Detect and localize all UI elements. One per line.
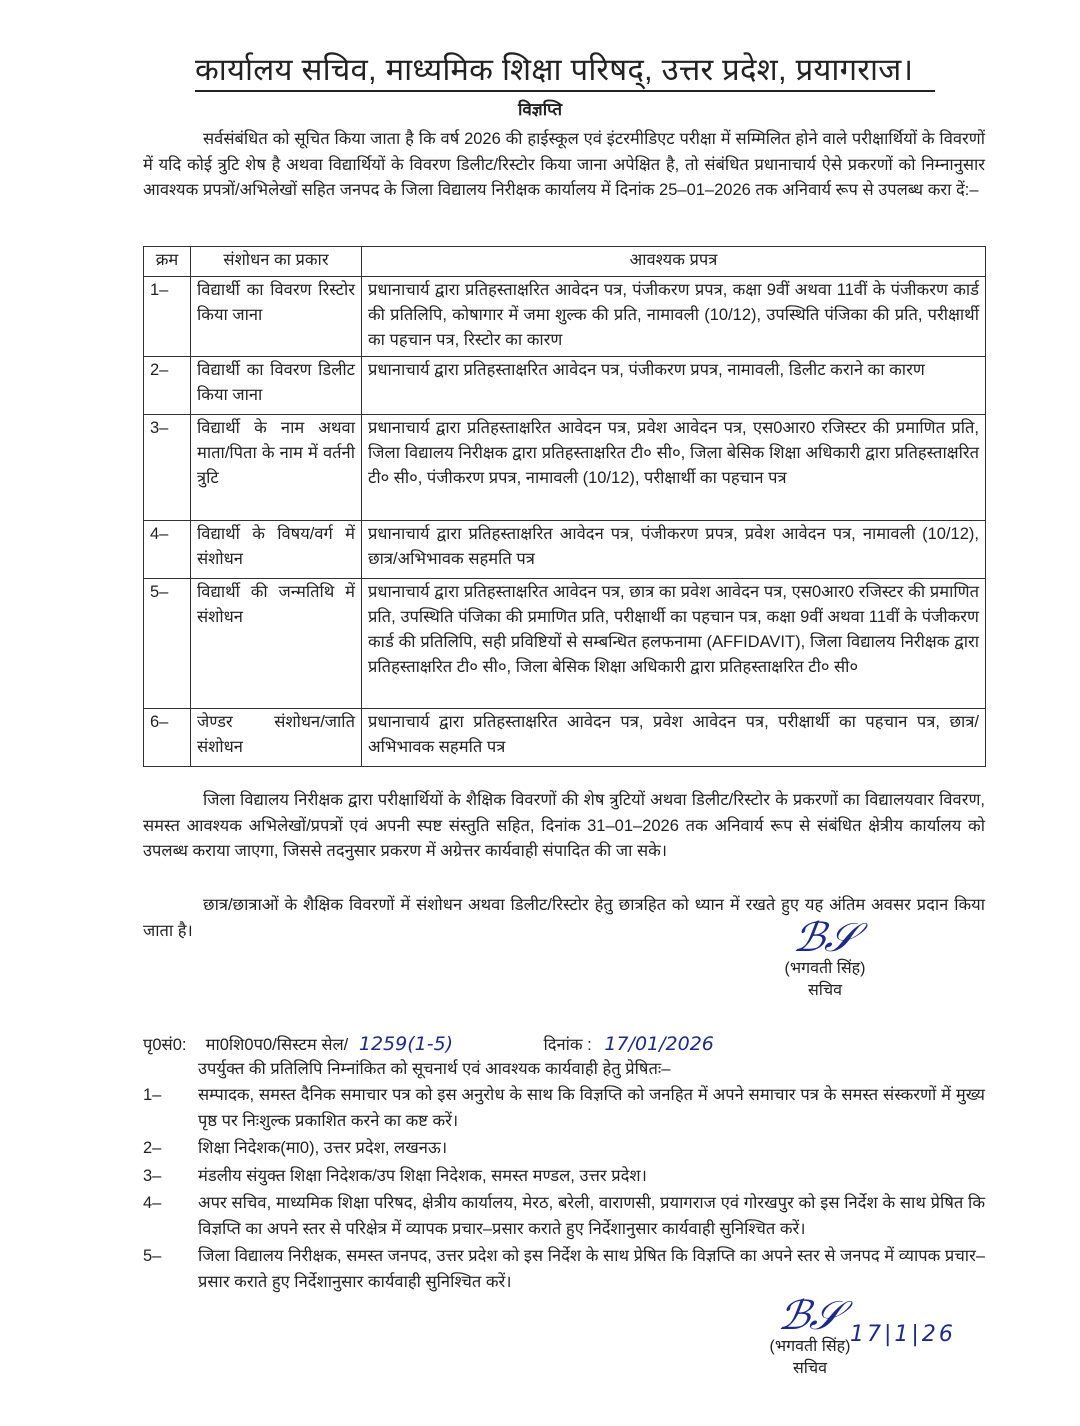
- correction-table: [143, 246, 986, 767]
- recipient-number: 4–: [143, 1194, 162, 1212]
- recipient-number: 2–: [143, 1139, 162, 1157]
- table-header-row: [144, 247, 986, 277]
- reference-line: [143, 1032, 714, 1055]
- signatory-name: (भगवती सिंह): [784, 960, 866, 977]
- row-required-documents: प्रधानाचार्य द्वारा प्रतिहस्ताक्षरित आवेदन पत्र, पंजीकरण प्रपत्र, प्रवेश आवेदन पत्र, नामावली (10/12), छात्र/अभिभावक सहमति पत्र: [362, 521, 986, 579]
- row-correction-type: विद्यार्थी के नाम अथवा माता/पिता के नाम में वर्तनी त्रुटि: [191, 415, 362, 521]
- signature-mark: ℬ𝒮: [790, 915, 860, 961]
- recipient-text: जिला विद्यालय निरीक्षक, समस्त जनपद, उत्तर प्रदेश को इस निर्देश के साथ प्रेषित कि विज्ञप्ति का अपने स्तर से जनपद में व्यापक प्रचार–प्रसार कराते हुए निर्देशानुसार कार्यवाही सुनिश्चित करें।: [198, 1247, 985, 1291]
- recipient-text: सम्पादक, समस्त दैनिक समाचार पत्र को इस अनुरोध के साथ कि विज्ञप्ति को जनहित में अपने समाचार पत्र के समस्त संस्करणों में मुख्य पृष्ठ पर निःशुल्क प्रकाशित करने का कष्ट करें।: [198, 1086, 985, 1130]
- row-correction-type: विद्यार्थी का विवरण डिलीट किया जाना: [191, 357, 362, 415]
- header-required-documents: आवश्यक प्रपत्र: [362, 247, 986, 277]
- table-row: [144, 415, 986, 521]
- signatory-name: (भगवती सिंह): [769, 1338, 851, 1355]
- intro-text: सर्वसंबंधित को सूचित किया जाता है कि वर्ष 2026 की हाईस्कूल एवं इंटरमीडिएट परीक्षा में सम्मिलित होने वाले परीक्षार्थियों के विवरणों में यदि कोई त्रुटि शेष है अथवा विद्यार्थियों के विवरण डिलीट/रिस्टोर किया जाना अपेक्षित है, तो संबंधित प्रधानाचार्य ऐसे प्रकरणों को निम्नानुसार आवश्यक प्रपत्रों/अभिलेखों सहित जनपद के जिला विद्यालय निरीक्षक कार्यालय में दिनांक 25–01–2026 तक अनिवार्य रूप से उपलब्ध करा दें:–: [143, 130, 985, 199]
- list-item: [143, 1191, 985, 1242]
- copy-forwarded-intro: उपर्युक्त की प्रतिलिपि निम्नांकित को सूचनार्थ एवं आवश्यक कार्यवाही हेतु प्रेषितः–: [198, 1060, 671, 1078]
- row-required-documents: प्रधानाचार्य द्वारा प्रतिहस्ताक्षरित आवेदन पत्र, प्रवेश आवेदन पत्र, एस0आर0 रजिस्टर की प्रमाणित प्रति, जिला विद्यालय निरीक्षक द्वारा प्रतिहस्ताक्षरित टी० सी०, जिला बेसिक शिक्षा अधिकारी द्वारा प्रतिहस्ताक्षरित टी० सी०, पंजीकरण प्रपत्र, नामावली (10/12), परीक्षार्थी का पहचान पत्र: [362, 415, 986, 521]
- notice-heading: विज्ञप्ति: [517, 100, 563, 119]
- header-serial: क्रम: [144, 247, 191, 277]
- reference-number: 1259(1-5): [358, 1033, 454, 1055]
- row-correction-type: विद्यार्थी की जन्मतिथि में संशोधन: [191, 579, 362, 709]
- recipient-number: 1–: [143, 1086, 162, 1104]
- signatory-designation: सचिव: [807, 982, 843, 999]
- signatory-designation: सचिव: [792, 1360, 828, 1377]
- table-row: [144, 277, 986, 357]
- row-serial: 1–: [144, 277, 191, 357]
- signature-block-primary: [765, 915, 885, 1002]
- dios-paragraph: [143, 788, 985, 865]
- table-row: [144, 579, 986, 709]
- recipient-number: 5–: [143, 1247, 162, 1265]
- row-correction-type: विद्यार्थी के विषय/वर्ग में संशोधन: [191, 521, 362, 579]
- row-serial: 2–: [144, 357, 191, 415]
- table-row: [144, 709, 986, 767]
- row-required-documents: प्रधानाचार्य द्वारा प्रतिहस्ताक्षरित आवेदन पत्र, पंजीकरण प्रपत्र, कक्षा 9वीं अथवा 11वीं के पंजीकरण कार्ड की प्रतिलिपि, कोषागार में जमा शुल्क की प्रति, नामावली (10/12), उपस्थिति पंजिका की प्रति, परीक्षार्थी का पहचान पत्र, रिस्टोर का कारण: [362, 277, 986, 357]
- office-title: कार्यालय सचिव, माध्यमिक शिक्षा परिषद्, उत्तर प्रदेश, प्रयागराज।: [195, 52, 935, 92]
- row-correction-type: जेण्डर संशोधन/जाति संशोधन: [191, 709, 362, 767]
- recipient-number: 3–: [143, 1166, 162, 1185]
- recipient-text: अपर सचिव, माध्यमिक शिक्षा परिषद, क्षेत्रीय कार्यालय, मेरठ, बरेली, वाराणसी, प्रयागराज एवं गोरखपुर को इस निर्देश के साथ प्रेषित कि विज्ञप्ति का अपने स्तर से परिक्षेत्र में व्यापक प्रचार–प्रसार कराते हुए निर्देशानुसार कार्यवाही सुनिश्चित करें।: [198, 1194, 985, 1238]
- row-correction-type: विद्यार्थी का विवरण रिस्टोर किया जाना: [191, 277, 362, 357]
- signature-mark: ℬ𝒮: [775, 1293, 845, 1339]
- table-row: [144, 357, 986, 415]
- signature-date: 17|1|26: [850, 1322, 956, 1347]
- row-required-documents: प्रधानाचार्य द्वारा प्रतिहस्ताक्षरित आवेदन पत्र, पंजीकरण प्रपत्र, नामावली, डिलीट कराने का कारण: [362, 357, 986, 415]
- reference-prefix: मा0शि0प0/सिस्टम सेल/: [205, 1036, 349, 1054]
- list-item: [143, 1136, 985, 1162]
- row-required-documents: प्रधानाचार्य द्वारा प्रतिहस्ताक्षरित आवेदन पत्र, छात्र का प्रवेश आवेदन पत्र, एस0आर0 रजिस्टर की प्रमाणित प्रति, उपस्थिति पंजिका की प्रमाणित प्रति, परीक्षार्थी का पहचान पत्र, कक्षा 9वीं अथवा 11वीं के पंजीकरण कार्ड की प्रतिलिपि, सही प्रविष्टियों से सम्बन्धित हलफनामा (AFFIDAVIT), जिला विद्यालय निरीक्षक द्वारा प्रतिहस्ताक्षरित टी० सी०, जिला बेसिक शिक्षा अधिकारी द्वारा प्रतिहस्ताक्षरित टी० सी०: [362, 579, 986, 709]
- row-serial: 4–: [144, 521, 191, 579]
- row-serial: 3–: [144, 415, 191, 521]
- recipient-list: [143, 1083, 985, 1295]
- reference-label: पृ0सं0:: [143, 1036, 187, 1054]
- date-label: दिनांक :: [543, 1036, 592, 1054]
- table-row: [144, 521, 986, 579]
- row-serial: 5–: [144, 579, 191, 709]
- signature-block-secondary: [755, 1293, 865, 1380]
- list-item: [143, 1083, 985, 1134]
- row-serial: 6–: [144, 709, 191, 767]
- header-correction-type: संशोधन का प्रकार: [191, 247, 362, 277]
- list-item: [143, 1164, 985, 1190]
- list-item: [143, 1244, 985, 1295]
- intro-paragraph: [143, 127, 985, 204]
- final-opportunity-text: छात्र/छात्राओं के शैक्षिक विवरणों में संशोधन अथवा डिलीट/रिस्टोर हेतु छात्रहित को ध्यान में रखते हुए यह अंतिम अवसर प्रदान किया जाता है।: [143, 896, 985, 940]
- recipient-text: मंडलीय संयुक्त शिक्षा निदेशक/उप शिक्षा निदेशक, समस्त मण्डल, उत्तर प्रदेश।: [198, 1166, 647, 1185]
- row-required-documents: प्रधानाचार्य द्वारा प्रतिहस्ताक्षरित आवेदन पत्र, प्रवेश आवेदन पत्र, परीक्षार्थी का पहचान पत्र, छात्र/अभिभावक सहमति पत्र: [362, 709, 986, 767]
- reference-date: 17/01/2026: [604, 1033, 714, 1055]
- dios-text: जिला विद्यालय निरीक्षक द्वारा परीक्षार्थियों के शैक्षिक विवरणों की शेष त्रुटियों अथवा डिलीट/रिस्टोर के प्रकरणों का विद्यालयवार विवरण, समस्त आवश्यक अभिलेखों/प्रपत्रों एवं अपनी स्पष्ट संस्तुति सहित, दिनांक 31–01–2026 तक अनिवार्य रूप से संबंधित क्षेत्रीय कार्यालय को उपलब्ध कराया जाएगा, जिससे तदनुसार प्रकरण में अग्रेत्तर कार्यवाही संपादित की जा सके।: [143, 791, 985, 860]
- recipient-text: शिक्षा निदेशक(मा0), उत्तर प्रदेश, लखनऊ।: [198, 1139, 448, 1157]
